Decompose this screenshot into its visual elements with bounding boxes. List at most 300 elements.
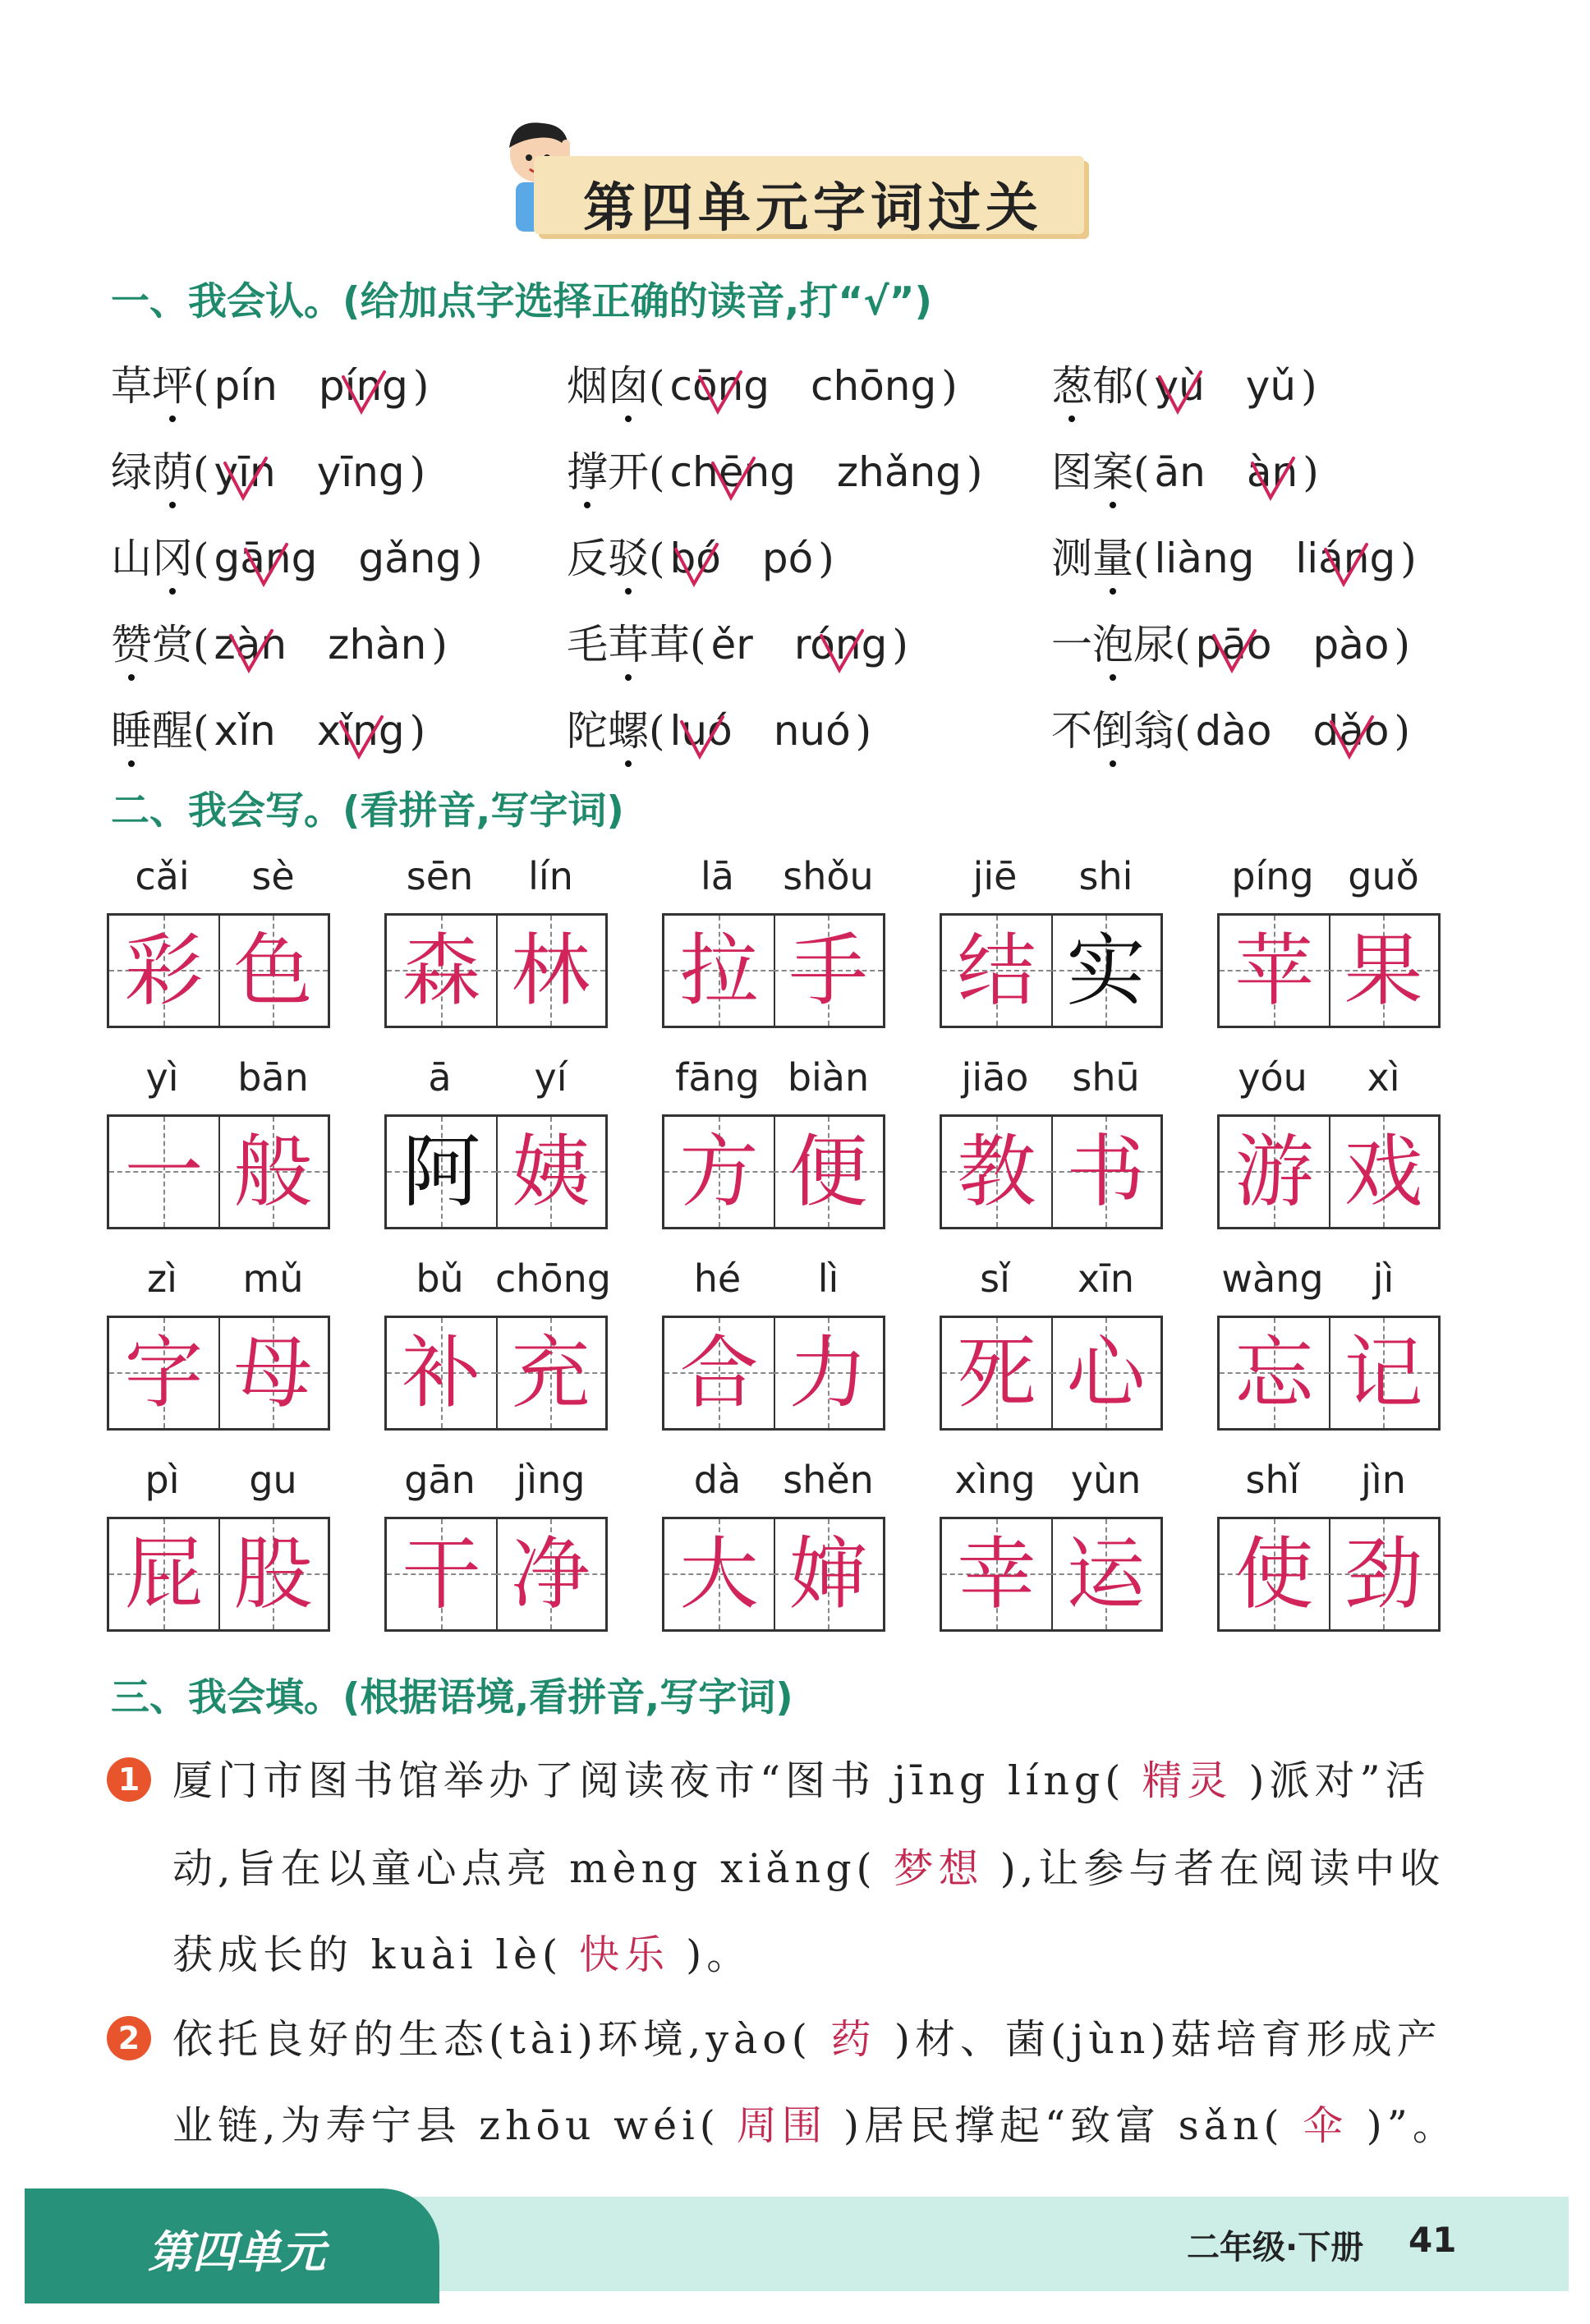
tianzige-box[interactable] bbox=[662, 1114, 885, 1229]
written-char: 一 bbox=[124, 1126, 204, 1218]
paren: ) bbox=[409, 707, 426, 755]
pinyin-row bbox=[107, 1256, 329, 1306]
pinyin-option[interactable] bbox=[1295, 535, 1395, 582]
pinyin-row bbox=[940, 854, 1161, 903]
tianzige-square bbox=[1220, 1117, 1330, 1227]
word-writing-cell bbox=[1217, 1055, 1439, 1236]
tianzige-square bbox=[1051, 1117, 1160, 1227]
reading-row bbox=[111, 526, 1507, 591]
paren: ( bbox=[1174, 621, 1191, 668]
q1-answer-2: 梦想 bbox=[893, 1845, 984, 1892]
pinyin-syllable: jiāo bbox=[961, 1055, 1029, 1100]
tianzige-box[interactable] bbox=[107, 913, 330, 1028]
dotted-char: 倒 bbox=[1092, 698, 1133, 757]
pinyin-option[interactable] bbox=[1196, 621, 1272, 668]
pinyin-syllable: lì bbox=[817, 1256, 839, 1301]
tianzige-square bbox=[942, 1519, 1053, 1629]
pinyin-option[interactable] bbox=[711, 621, 753, 668]
tianzige-box[interactable] bbox=[107, 1316, 330, 1431]
pinyin-syllable: shi bbox=[1078, 854, 1133, 898]
word-char: 绿 bbox=[111, 448, 152, 496]
paren: ) bbox=[941, 362, 958, 410]
word-writing-cell bbox=[107, 1055, 329, 1236]
pinyin-syllable: gān bbox=[404, 1458, 476, 1502]
pinyin-option[interactable] bbox=[328, 621, 426, 668]
pinyin-text: yǔ bbox=[1245, 362, 1297, 410]
tianzige-box[interactable] bbox=[384, 1316, 608, 1431]
word-char: 烟 bbox=[567, 362, 608, 410]
tianzige-box[interactable] bbox=[940, 913, 1163, 1028]
written-char: 屁 bbox=[124, 1528, 204, 1620]
q2-text-a: 依托良好的生态(tài)环境,yào( bbox=[172, 2016, 812, 2063]
pinyin-syllable: yóu bbox=[1238, 1055, 1307, 1100]
reading-item bbox=[567, 439, 982, 498]
pinyin-text: gāng bbox=[214, 535, 318, 582]
written-char: 充 bbox=[511, 1327, 591, 1419]
page-number: 41 bbox=[1408, 2220, 1457, 2260]
pinyin-row bbox=[1217, 1458, 1439, 1507]
written-char: 字 bbox=[124, 1327, 204, 1419]
tianzige-square bbox=[1329, 1519, 1438, 1629]
reading-item bbox=[567, 526, 834, 585]
tianzige-square bbox=[1329, 916, 1438, 1026]
q1-answer-3: 快乐 bbox=[579, 1931, 670, 1978]
q2-text-e: )”。 bbox=[1366, 2102, 1458, 2149]
pinyin-text: dào bbox=[1195, 707, 1272, 755]
pinyin-syllable: shěn bbox=[783, 1458, 874, 1502]
word-char: 毛 bbox=[567, 621, 608, 668]
pinyin-text: róng bbox=[793, 621, 888, 668]
pinyin-text: ěr bbox=[710, 621, 753, 668]
written-char: 死 bbox=[957, 1327, 1036, 1419]
dotted-char: 囱 bbox=[608, 353, 649, 412]
paren: ( bbox=[690, 621, 706, 668]
paren: ( bbox=[193, 362, 209, 410]
word-char: 草 bbox=[111, 362, 152, 410]
word-char: 不 bbox=[1051, 707, 1092, 755]
tianzige-box[interactable] bbox=[107, 1517, 330, 1632]
tianzige-box[interactable] bbox=[1217, 1114, 1441, 1229]
tianzige-box[interactable] bbox=[384, 913, 608, 1028]
pinyin-option[interactable] bbox=[1155, 362, 1205, 410]
word-writing-cell bbox=[662, 854, 884, 1035]
reading-item bbox=[1051, 439, 1319, 498]
word-char: 尿 bbox=[1133, 621, 1174, 668]
written-char: 戏 bbox=[1344, 1126, 1423, 1218]
pinyin-syllable: zì bbox=[147, 1256, 177, 1301]
paren: ( bbox=[193, 535, 209, 582]
q1-text-f: )。 bbox=[686, 1931, 752, 1978]
pinyin-option[interactable] bbox=[317, 707, 405, 755]
written-char: 阿 bbox=[402, 1126, 481, 1218]
q1-line3 bbox=[172, 1923, 1487, 1981]
pinyin-row bbox=[107, 1055, 329, 1105]
dotted-char: 赞 bbox=[111, 612, 152, 671]
reading-item bbox=[567, 612, 908, 671]
pinyin-row bbox=[107, 854, 329, 903]
tianzige-box[interactable] bbox=[662, 1316, 885, 1431]
tianzige-square bbox=[1051, 916, 1160, 1026]
pinyin-option[interactable] bbox=[811, 362, 936, 410]
dotted-char: 坪 bbox=[152, 353, 193, 412]
written-char: 婶 bbox=[788, 1528, 868, 1620]
pinyin-option[interactable] bbox=[670, 707, 733, 755]
dotted-char: 量 bbox=[1092, 526, 1133, 585]
written-char: 林 bbox=[511, 925, 591, 1017]
pinyin-syllable: shū bbox=[1072, 1055, 1140, 1100]
q2-answer-1: 药 bbox=[830, 2016, 876, 2063]
pinyin-syllable: gu bbox=[249, 1458, 297, 1502]
written-char: 使 bbox=[1234, 1528, 1314, 1620]
q1-answer-1: 精灵 bbox=[1142, 1757, 1233, 1804]
tianzige-square bbox=[1329, 1117, 1438, 1227]
word-writing-cell bbox=[384, 1458, 606, 1638]
pinyin-option[interactable] bbox=[214, 448, 276, 496]
q1-text-c: 动,旨在以童心点亮 mèng xiǎng( bbox=[172, 1845, 877, 1892]
q1-text-b: )派对”活 bbox=[1248, 1757, 1431, 1804]
paren: ( bbox=[1133, 535, 1150, 582]
written-char: 结 bbox=[957, 925, 1036, 1017]
pinyin-option[interactable] bbox=[1155, 535, 1255, 582]
pinyin-option[interactable] bbox=[670, 448, 796, 496]
word-writing-cell bbox=[384, 1055, 606, 1236]
pinyin-syllable: xīn bbox=[1077, 1256, 1135, 1301]
pinyin-option[interactable] bbox=[214, 535, 318, 582]
word-char: 赏 bbox=[152, 621, 193, 668]
paren: ) bbox=[966, 448, 983, 496]
section1-heading: 一、我会认。(给加点字选择正确的读音,打“√”) bbox=[111, 279, 932, 324]
tianzige-square bbox=[774, 916, 883, 1026]
pinyin-syllable: fāng bbox=[675, 1055, 760, 1100]
tianzige-square bbox=[387, 1117, 498, 1227]
tianzige-square bbox=[109, 916, 220, 1026]
pinyin-option[interactable] bbox=[319, 362, 408, 410]
written-char: 运 bbox=[1066, 1528, 1146, 1620]
pinyin-syllable: bǔ bbox=[416, 1256, 464, 1301]
pinyin-row bbox=[662, 1458, 884, 1507]
written-char: 干 bbox=[402, 1528, 481, 1620]
written-char: 彩 bbox=[124, 925, 204, 1017]
written-char: 苹 bbox=[1234, 925, 1314, 1017]
paren: ) bbox=[1394, 707, 1410, 755]
paren: ( bbox=[193, 707, 209, 755]
q2-text-b: )材、菌(jùn)菇培育形成产 bbox=[894, 2016, 1442, 2063]
tianzige-square bbox=[1329, 1318, 1438, 1428]
pinyin-syllable: lín bbox=[528, 854, 573, 898]
pinyin-option[interactable] bbox=[1196, 707, 1272, 755]
q2-line1 bbox=[172, 2008, 1487, 2065]
word-writing-cell bbox=[662, 1256, 884, 1437]
word-char: 郁 bbox=[1092, 362, 1133, 410]
tianzige-square bbox=[218, 1117, 328, 1227]
reading-item bbox=[1051, 353, 1317, 412]
reading-item bbox=[111, 353, 429, 412]
tianzige-box[interactable] bbox=[384, 1114, 608, 1229]
tianzige-square bbox=[664, 1117, 775, 1227]
tianzige-box[interactable] bbox=[662, 913, 885, 1028]
written-char: 记 bbox=[1344, 1327, 1423, 1419]
pinyin-syllable: xì bbox=[1367, 1055, 1400, 1100]
word-writing-cell bbox=[1217, 1458, 1439, 1638]
reading-row bbox=[111, 353, 1507, 419]
pinyin-option[interactable] bbox=[837, 448, 962, 496]
pinyin-option[interactable] bbox=[762, 535, 813, 582]
dotted-char: 泡 bbox=[1092, 612, 1133, 671]
pinyin-text: bó bbox=[669, 535, 721, 582]
tianzige-square bbox=[664, 1318, 775, 1428]
pinyin-syllable: dà bbox=[693, 1458, 742, 1502]
tianzige-square bbox=[774, 1318, 883, 1428]
pinyin-option[interactable] bbox=[670, 362, 770, 410]
pinyin-row bbox=[384, 1055, 606, 1105]
tianzige-square bbox=[496, 1318, 605, 1428]
tianzige-box[interactable] bbox=[1217, 1517, 1441, 1632]
pinyin-text: gǎng bbox=[358, 535, 462, 582]
word-char: 测 bbox=[1051, 535, 1092, 582]
word-char: 开 bbox=[608, 448, 649, 496]
word-writing-cell bbox=[1217, 854, 1439, 1035]
pinyin-option[interactable] bbox=[1312, 621, 1389, 668]
reading-item bbox=[567, 698, 871, 757]
word-writing-cell bbox=[107, 1256, 329, 1437]
written-char: 便 bbox=[788, 1126, 868, 1218]
paren: ) bbox=[409, 448, 426, 496]
pinyin-text: xǐng bbox=[316, 707, 405, 755]
word-writing-cell bbox=[940, 1256, 1161, 1437]
pinyin-option[interactable] bbox=[358, 535, 462, 582]
paren: ( bbox=[649, 362, 665, 410]
tianzige-square bbox=[387, 1519, 498, 1629]
paren: ) bbox=[1301, 362, 1317, 410]
pinyin-syllable: chōng bbox=[495, 1256, 611, 1301]
word-writing-cell bbox=[940, 854, 1161, 1035]
pinyin-syllable: pì bbox=[145, 1458, 180, 1502]
paren: ) bbox=[1303, 448, 1319, 496]
pinyin-text: zàn bbox=[214, 621, 287, 668]
paren: ( bbox=[193, 448, 209, 496]
q2-text-c: 业链,为寿宁县 zhōu wéi( bbox=[172, 2102, 720, 2149]
q2-answer-2: 周围 bbox=[736, 2102, 827, 2149]
tianzige-box[interactable] bbox=[1217, 913, 1441, 1028]
word-char: 图 bbox=[1051, 448, 1092, 496]
tianzige-square bbox=[774, 1519, 883, 1629]
tianzige-square bbox=[1220, 1519, 1330, 1629]
dotted-char: 茸 bbox=[608, 612, 649, 671]
pinyin-text: yīng bbox=[316, 448, 405, 496]
page-footer bbox=[0, 2172, 1590, 2324]
tianzige-box[interactable] bbox=[662, 1517, 885, 1632]
reading-item bbox=[111, 612, 448, 671]
tianzige-square bbox=[218, 1318, 328, 1428]
paren: ( bbox=[1174, 707, 1191, 755]
pinyin-option[interactable] bbox=[1247, 448, 1298, 496]
pinyin-text: cōng bbox=[669, 362, 770, 410]
written-char: 书 bbox=[1066, 1126, 1146, 1218]
dotted-char: 螺 bbox=[608, 698, 649, 757]
paren: ( bbox=[649, 707, 665, 755]
paren: ) bbox=[466, 535, 483, 582]
pinyin-text: píng bbox=[318, 362, 408, 410]
pinyin-row bbox=[1217, 1055, 1439, 1105]
pinyin-syllable: xìng bbox=[954, 1458, 1036, 1502]
dotted-char: 冈 bbox=[152, 526, 193, 585]
pinyin-row bbox=[1217, 854, 1439, 903]
reading-item bbox=[567, 353, 958, 412]
paren: ) bbox=[431, 621, 448, 668]
paren: ) bbox=[855, 707, 872, 755]
pinyin-syllable: bān bbox=[237, 1055, 309, 1100]
pinyin-syllable: jiē bbox=[972, 854, 1018, 898]
paren: ( bbox=[649, 535, 665, 582]
tianzige-box[interactable] bbox=[940, 1114, 1163, 1229]
pinyin-row bbox=[940, 1055, 1161, 1105]
pinyin-syllable: wàng bbox=[1221, 1256, 1324, 1301]
paren: ) bbox=[1394, 621, 1410, 668]
tianzige-square bbox=[942, 1117, 1053, 1227]
pinyin-text: chēng bbox=[669, 448, 796, 496]
pinyin-row bbox=[662, 1256, 884, 1306]
pinyin-option[interactable] bbox=[1155, 448, 1206, 496]
pinyin-syllable: jìng bbox=[516, 1458, 586, 1502]
reading-item bbox=[111, 526, 483, 585]
pinyin-option[interactable] bbox=[317, 448, 405, 496]
tianzige-square bbox=[664, 916, 775, 1026]
tianzige-square bbox=[387, 916, 498, 1026]
pinyin-syllable: yí bbox=[534, 1055, 568, 1100]
pinyin-text: pó bbox=[761, 535, 814, 582]
paren: ) bbox=[892, 621, 908, 668]
pinyin-option[interactable] bbox=[1246, 362, 1296, 410]
pinyin-row bbox=[940, 1256, 1161, 1306]
dotted-char: 案 bbox=[1092, 439, 1133, 498]
pinyin-option[interactable] bbox=[794, 621, 887, 668]
tianzige-square bbox=[496, 1519, 605, 1629]
pinyin-option[interactable] bbox=[214, 707, 276, 755]
written-char: 合 bbox=[679, 1327, 759, 1419]
section2-heading: 二、我会写。(看拼音,写字词) bbox=[111, 788, 624, 834]
question-number-2: 2 bbox=[107, 2016, 151, 2060]
tianzige-square bbox=[218, 1519, 328, 1629]
written-char: 大 bbox=[679, 1528, 759, 1620]
written-char: 母 bbox=[233, 1327, 313, 1419]
tianzige-square bbox=[109, 1519, 220, 1629]
pinyin-syllable: guǒ bbox=[1348, 854, 1419, 898]
tianzige-box[interactable] bbox=[384, 1517, 608, 1632]
written-char: 净 bbox=[511, 1528, 591, 1620]
pinyin-row bbox=[107, 1458, 329, 1507]
dotted-char: 荫 bbox=[152, 439, 193, 498]
dotted-char: 驳 bbox=[608, 526, 649, 585]
pinyin-syllable: cǎi bbox=[135, 854, 190, 898]
pinyin-text: xǐn bbox=[214, 707, 276, 755]
pinyin-syllable: lā bbox=[701, 854, 734, 898]
tianzige-box[interactable] bbox=[1217, 1316, 1441, 1431]
q1-text-e: 获成长的 kuài lè( bbox=[172, 1931, 563, 1978]
pinyin-row bbox=[662, 1055, 884, 1105]
tianzige-box[interactable] bbox=[940, 1517, 1163, 1632]
q2-text-d: )居民撑起“致富 sǎn( bbox=[843, 2102, 1284, 2149]
pinyin-syllable: mǔ bbox=[242, 1256, 304, 1301]
pinyin-syllable: jì bbox=[1372, 1256, 1395, 1301]
pinyin-option[interactable] bbox=[214, 362, 278, 410]
written-char: 手 bbox=[788, 925, 868, 1017]
word-writing-cell bbox=[107, 1458, 329, 1638]
word-writing-cell bbox=[384, 854, 606, 1035]
pinyin-syllable: hé bbox=[693, 1256, 742, 1301]
reading-row bbox=[111, 698, 1507, 764]
pinyin-option[interactable] bbox=[670, 535, 721, 582]
written-char: 果 bbox=[1344, 925, 1423, 1017]
tianzige-square bbox=[1051, 1318, 1160, 1428]
pinyin-text: yù bbox=[1154, 362, 1205, 410]
pinyin-row bbox=[384, 1458, 606, 1507]
pinyin-text: pín bbox=[214, 362, 278, 410]
written-char: 拉 bbox=[679, 925, 759, 1017]
reading-item bbox=[1051, 612, 1410, 671]
pinyin-text: zhǎng bbox=[836, 448, 962, 496]
pinyin-text: yīn bbox=[214, 448, 276, 496]
tianzige-square bbox=[496, 916, 605, 1026]
tianzige-box[interactable] bbox=[107, 1114, 330, 1229]
tianzige-square bbox=[109, 1117, 220, 1227]
pinyin-syllable: sǐ bbox=[980, 1256, 1010, 1301]
paren: ( bbox=[193, 621, 209, 668]
pinyin-row bbox=[940, 1458, 1161, 1507]
tianzige-square bbox=[1220, 1318, 1330, 1428]
written-char: 忘 bbox=[1234, 1327, 1314, 1419]
reading-item bbox=[111, 698, 425, 757]
pinyin-option[interactable] bbox=[1312, 707, 1389, 755]
written-char: 色 bbox=[233, 925, 313, 1017]
tianzige-square bbox=[1051, 1519, 1160, 1629]
pinyin-text: liàng bbox=[1154, 535, 1255, 582]
pinyin-syllable: píng bbox=[1231, 854, 1314, 898]
pinyin-option[interactable] bbox=[214, 621, 287, 668]
tianzige-square bbox=[774, 1117, 883, 1227]
written-char: 姨 bbox=[511, 1126, 591, 1218]
title-banner bbox=[493, 115, 1084, 238]
paren: ( bbox=[1133, 362, 1150, 410]
tianzige-square bbox=[942, 1318, 1053, 1428]
written-char: 般 bbox=[233, 1126, 313, 1218]
pinyin-option[interactable] bbox=[774, 707, 851, 755]
q1-text-d: ),让参与者在阅读中收 bbox=[999, 1845, 1445, 1892]
tianzige-box[interactable] bbox=[940, 1316, 1163, 1431]
written-char: 实 bbox=[1066, 925, 1146, 1017]
written-char: 补 bbox=[402, 1327, 481, 1419]
written-char: 劲 bbox=[1344, 1528, 1423, 1620]
pinyin-syllable: yì bbox=[145, 1055, 179, 1100]
reading-item bbox=[111, 439, 425, 498]
written-char: 股 bbox=[233, 1528, 313, 1620]
paren: ( bbox=[649, 448, 665, 496]
paren: ( bbox=[1133, 448, 1150, 496]
word-char: 一 bbox=[1051, 621, 1092, 668]
written-char: 力 bbox=[788, 1327, 868, 1419]
pinyin-text: ān bbox=[1154, 448, 1206, 496]
pinyin-text: luó bbox=[669, 707, 733, 755]
tianzige-square bbox=[218, 916, 328, 1026]
written-char: 心 bbox=[1066, 1327, 1146, 1419]
pinyin-syllable: ā bbox=[428, 1055, 452, 1100]
q2-answer-3: 伞 bbox=[1303, 2102, 1349, 2149]
tianzige-square bbox=[664, 1519, 775, 1629]
pinyin-text: chōng bbox=[811, 362, 937, 410]
footer-unit-label: 第四单元 bbox=[148, 2226, 325, 2278]
word-writing-cell bbox=[940, 1055, 1161, 1236]
word-char: 茸 bbox=[649, 621, 690, 668]
written-char: 幸 bbox=[957, 1528, 1036, 1620]
